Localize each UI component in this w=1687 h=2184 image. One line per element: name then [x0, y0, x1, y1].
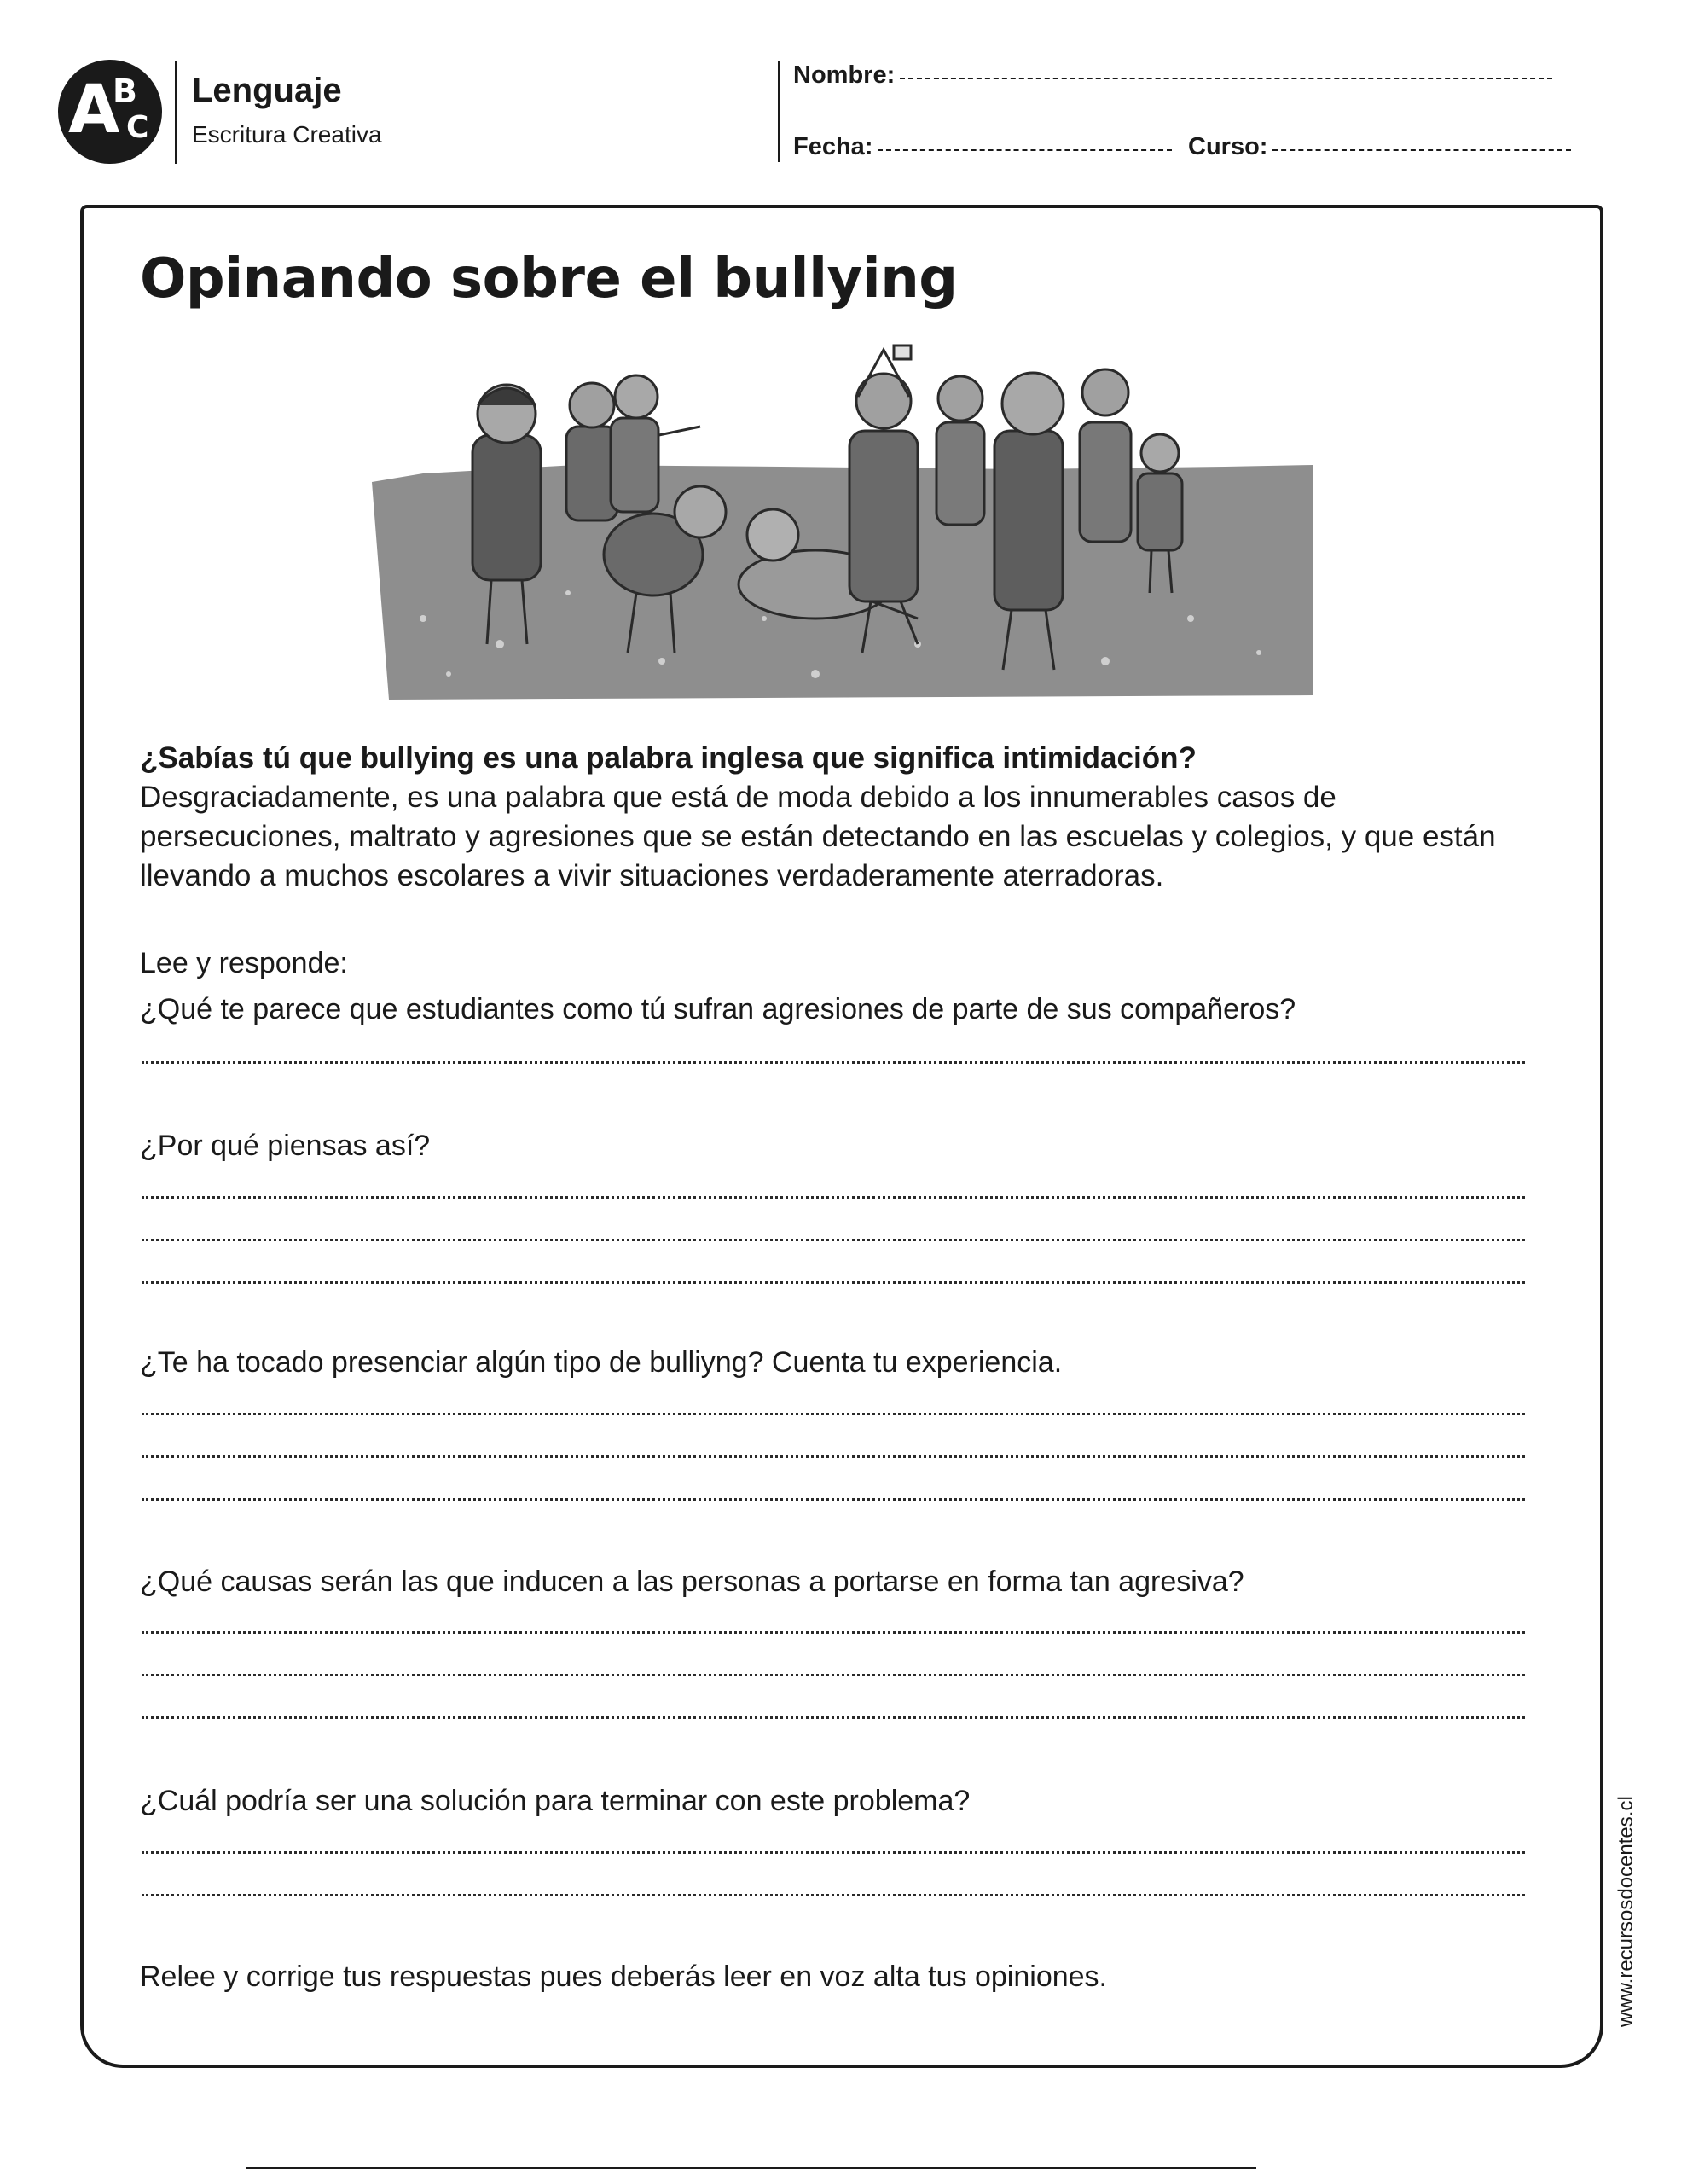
answer-line-2-3[interactable] [142, 1281, 1525, 1284]
answer-line-2-2[interactable] [142, 1239, 1525, 1241]
answer-line-2-1[interactable] [142, 1196, 1525, 1199]
intro-paragraph [140, 739, 1539, 896]
logo-letter-b: B [113, 73, 137, 110]
answer-line-4-1[interactable] [142, 1631, 1525, 1634]
answer-line-5-2[interactable] [142, 1894, 1525, 1896]
worksheet-title: Opinando sobre el bullying [140, 247, 958, 311]
abc-logo [58, 60, 162, 164]
question-3: ¿Te ha tocado presenciar algún tipo de bulliyng? Cuenta tu experiencia. [140, 1346, 1063, 1379]
date-blank-line[interactable] [878, 149, 1172, 151]
intro-text: Desgraciadamente, es una palabra que está de moda debido a los innumerables casos de persecuciones, maltrato y agresiones que se están detectando en las escuelas y colegios, y que están llevando a muchos escolares a vivir situaciones verdaderamente aterradoras. [140, 781, 1496, 892]
name-blank-line[interactable] [900, 78, 1552, 79]
date-field[interactable] [793, 133, 1172, 161]
answer-line-4-3[interactable] [142, 1716, 1525, 1719]
answer-line-5-1[interactable] [142, 1851, 1525, 1854]
answer-line-3-3[interactable] [142, 1498, 1525, 1501]
question-5: ¿Cuál podría ser una solución para terminar con este problema? [140, 1785, 971, 1817]
date-label: Fecha: [793, 133, 873, 160]
name-field[interactable] [793, 61, 1552, 90]
logo-letter-a: A [68, 72, 120, 148]
logo-letter-c: C [126, 110, 149, 145]
fields-divider [778, 61, 780, 162]
subsubject-label: Escritura Creativa [192, 121, 382, 148]
course-field[interactable] [1188, 133, 1571, 161]
answer-line-1-1[interactable] [142, 1061, 1525, 1064]
question-4: ¿Qué causas serán las que inducen a las personas a portarse en forma tan agresiva? [140, 1565, 1244, 1598]
answer-line-4-2[interactable] [142, 1674, 1525, 1676]
answer-line-3-2[interactable] [142, 1455, 1525, 1458]
header-divider [175, 61, 177, 164]
bottom-rule [246, 2167, 1256, 2169]
name-label: Nombre: [793, 61, 896, 89]
children-bullying-illustration [372, 337, 1313, 700]
course-blank-line[interactable] [1272, 149, 1571, 151]
question-2: ¿Por qué piensas así? [140, 1130, 431, 1162]
answer-line-3-1[interactable] [142, 1413, 1525, 1415]
website-watermark: www.recursosdocentes.cl [1615, 1796, 1638, 2027]
closing-instruction: Relee y corrige tus respuestas pues deberás leer en voz alta tus opiniones. [140, 1960, 1107, 1993]
course-label: Curso: [1188, 133, 1268, 160]
subject-label: Lenguaje [192, 72, 342, 109]
intro-question: ¿Sabías tú que bullying es una palabra inglesa que significa intimidación? [140, 741, 1197, 775]
instruction-label: Lee y responde: [140, 947, 348, 979]
question-1: ¿Qué te parece que estudiantes como tú sufran agresiones de parte de sus compañeros? [140, 993, 1296, 1025]
